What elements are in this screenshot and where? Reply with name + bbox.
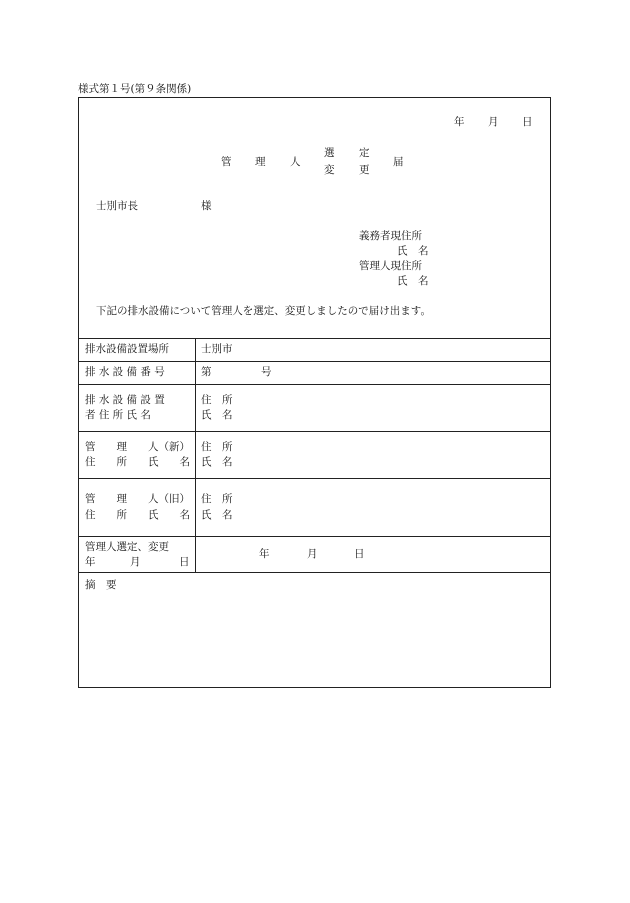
row-change-date-label-year: 年 [85,556,96,568]
obligor-address-label: 義務者現住所 [359,230,422,242]
manager-address-label: 管理人現住所 [359,260,422,272]
title-char-kan: 管 [221,156,232,168]
title-char-tei: 定 [359,147,370,159]
row-old-manager-label-2: 住 所 氏 名 [85,509,190,521]
date-day-label: 日 [522,116,533,128]
date-month-label: 月 [488,116,499,128]
row-number-dai: 第 [201,366,212,378]
row-installer-address-label: 住 所 [201,394,233,406]
form-number: 様式第１号(第９条関係) [78,83,192,95]
row-new-manager-address-label: 住 所 [201,441,233,453]
row-old-manager-label-1: 管 理 人（旧） [85,493,190,505]
obligor-name-label: 氏 名 [397,245,429,257]
table-divider [78,431,551,432]
addressee: 士別市長 [96,200,138,212]
table-divider [78,338,551,339]
row-installer-label-2: 者 住 所 氏 名 [85,409,151,421]
title-char-sen: 選 [324,147,335,159]
row-old-manager-name-label: 氏 名 [201,509,233,521]
table-divider [78,536,551,537]
title-char-todoke: 届 [393,156,404,168]
row-new-manager-name-label: 氏 名 [201,456,233,468]
row-change-date-label-month: 月 [130,556,141,568]
row-change-date-month: 月 [307,548,318,560]
row-old-manager-address-label: 住 所 [201,493,233,505]
table-divider [78,572,551,573]
title-char-kou: 更 [359,164,370,176]
row-change-date-day: 日 [354,548,365,560]
row-installer-label-1: 排 水 設 備 設 置 [85,394,165,406]
row-location-value: 士別市 [201,343,233,355]
row-change-date-label-1: 管理人選定、変更 [85,541,169,553]
row-location-label: 排水設備設置場所 [85,343,169,355]
row-number-gou: 号 [261,366,272,378]
row-change-date-year: 年 [259,548,270,560]
title-char-hen: 変 [324,164,335,176]
row-remarks-label: 摘 要 [85,579,117,591]
table-divider [78,478,551,479]
title-char-ri: 理 [255,156,266,168]
row-number-label: 排 水 設 備 番 号 [85,366,165,378]
addressee-suffix: 様 [201,200,212,212]
date-year-label: 年 [454,116,465,128]
table-divider [78,361,551,362]
statement-text: 下記の排水設備について管理人を選定、変更しましたので届け出ます。 [96,305,431,317]
row-new-manager-label-2: 住 所 氏 名 [85,456,190,468]
table-divider [78,384,551,385]
title-char-nin: 人 [290,156,301,168]
table-column-divider [195,338,196,572]
row-change-date-label-day: 日 [179,556,190,568]
row-new-manager-label-1: 管 理 人（新） [85,441,190,453]
manager-name-label: 氏 名 [397,275,429,287]
form-frame [78,97,551,688]
row-installer-name-label: 氏 名 [201,409,233,421]
